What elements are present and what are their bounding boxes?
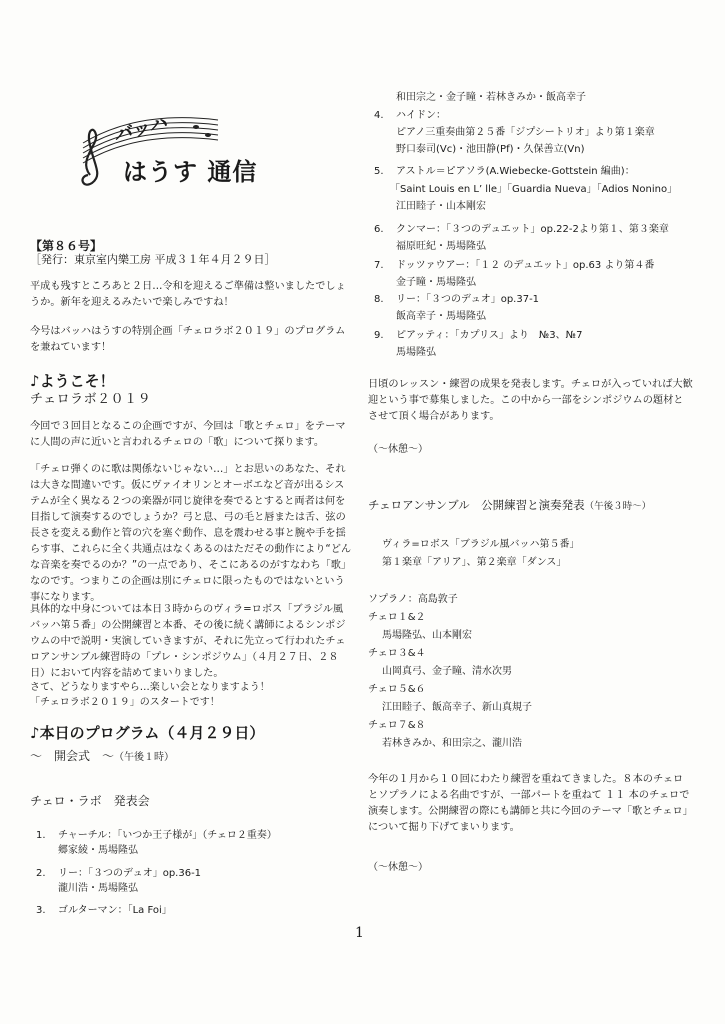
page-number: 1 xyxy=(355,925,364,941)
program-item-title: クンマー：「３つのデュエット」op.22-2より第１、第３楽章 xyxy=(396,224,669,235)
paragraph-theme: 今回で３回目となるこの企画ですが、今回は「歌とチェロ」をテーマに人間の声に近いと言われるチェロの「歌」について探ります。 xyxy=(30,421,346,448)
program-item-players: 飯高幸子・馬場隆弘 xyxy=(396,311,486,322)
part-label: チェロ１&２ xyxy=(368,612,426,623)
program-item-title: リー：「３つのデュオ」op.36-1 xyxy=(58,868,202,879)
intermission-2: （〜休憩〜） xyxy=(368,862,428,873)
program-item-8 xyxy=(374,292,539,324)
paragraph-details: 具体的な中身については本日３時からのヴィラ=ロボス「ブラジル風バッハ第５番」の公開練習と本番、その後に続く講師によるシンポジウムの中で説明・実演していきますが、それに先立って行われたチェロアンサンブル練習時の「プレ・シンポジウム」（４月２７日、２８日）において内容を詰めてまいりました。 xyxy=(30,604,346,679)
part-players: 山岡真弓、金子瞳、清水次男 xyxy=(382,666,512,677)
program-item-7 xyxy=(374,258,654,290)
program-item-title: ドッツァウアー：「１２ のデュエット」op.63 より第４番 xyxy=(396,260,655,271)
program-item-3 xyxy=(36,903,172,918)
intro-paragraph-2: 今号はバッハはうすの特別企画「チェロラボ２０１９」のプログラムを兼ねています！ xyxy=(30,326,346,353)
program-item-1 xyxy=(36,828,277,858)
recital-note: 日頃のレッスン・練習の成果を発表します。チェロが入っていれば大歓迎という事で募集しました。この中から一部をシンポジウムの題材とさせて頂く場合があります。 xyxy=(368,379,693,422)
intermission-1: （〜休憩〜） xyxy=(368,444,428,455)
program-item-5 xyxy=(374,164,677,214)
program-item-2 xyxy=(36,866,201,896)
program-item-players: 福原旺紀・馬場隆弘 xyxy=(396,241,486,252)
ensemble-piece: ヴィラ=ロボス「ブラジル風バッハ第５番」 xyxy=(382,539,580,550)
program-item-title: アストル＝ピアソラ(A.Wiebecke-Gottstein 編曲)： xyxy=(396,166,635,177)
program-item-title: ゴルターマン：「La Foi」 xyxy=(58,905,172,916)
program-item-number: 5. xyxy=(374,166,384,177)
program-item-detail: ピアノ三重奏曲第２５番「ジプシートリオ」より第１楽章 xyxy=(396,127,655,138)
program-item-number: 9. xyxy=(374,330,384,341)
program-item-number: 8. xyxy=(374,294,384,305)
newsletter-logo xyxy=(68,105,258,195)
program-item-number: 3. xyxy=(36,905,46,916)
program-item-4 xyxy=(374,108,655,157)
welcome-heading: ♪ようこそ！ xyxy=(30,372,115,390)
program-heading: ♪本日のプログラム（４月２９日） xyxy=(30,724,265,742)
closing-line-2: 「チェロラボ２０１９」のスタートです！ xyxy=(30,697,220,708)
part-label: チェロ７&８ xyxy=(368,720,426,731)
part-players: 江田睦子、飯高幸子、新山真規子 xyxy=(382,702,532,713)
welcome-subheading: チェロラボ２０１９ xyxy=(30,392,152,407)
program-item-title: チャーチル：「いつか王子様が」（チェロ２重奏） xyxy=(58,830,277,841)
program-item-players: 瀧川浩・馬場隆弘 xyxy=(58,883,138,894)
newsletter-title: はうす 通信 xyxy=(123,158,258,186)
program-item-number: 2. xyxy=(36,868,46,879)
program-item-players: 金子瞳・馬場隆弘 xyxy=(396,277,476,288)
program-item-players: 馬場隆弘 xyxy=(396,347,436,358)
ensemble-time: （午後３時〜） xyxy=(584,501,652,512)
logo-top-text: バッハ xyxy=(111,112,170,147)
program-item-9 xyxy=(374,328,582,360)
program-item-number: 6. xyxy=(374,224,384,235)
program-item-players: 野口泰司(Vc)・池田静(Pf)・久保善立(Vn) xyxy=(396,144,585,155)
program-item-number: 1. xyxy=(36,830,46,841)
program-item-number: 4. xyxy=(374,110,384,121)
closing-line-1: さて、どうなりますやら…楽しい会となりますよう！ xyxy=(30,682,270,693)
opening-ceremony-time: （午後１時） xyxy=(114,752,175,763)
part-players: 馬場隆弘、山本剛宏 xyxy=(382,630,472,641)
ensemble-movements: 第１楽章「アリア」、第２楽章「ダンス」 xyxy=(382,557,567,568)
item-3-players: 和田宗之・金子瞳・若林きみか・飯高幸子 xyxy=(396,92,586,103)
program-item-6 xyxy=(374,222,669,254)
program-item-title: ピアッティ：「カプリス」より №3、№7 xyxy=(396,330,583,341)
ensemble-title: チェロアンサンブル 公開練習と演奏発表 xyxy=(368,498,585,512)
program-item-players: 江田睦子・山本剛宏 xyxy=(396,201,486,212)
cello-part-5-6 xyxy=(368,682,532,715)
program-item-detail: 「Saint Louis en L’ lle」「Guardia Nueva」「Adios Nonino」 xyxy=(390,184,678,195)
issue-number: 【第８６号】 xyxy=(30,239,103,253)
opening-ceremony xyxy=(30,747,174,764)
cello-lab-heading: チェロ・ラボ 発表会 xyxy=(30,794,150,808)
part-players: 若林きみか、和田宗之、瀧川浩 xyxy=(382,738,522,749)
cello-part-1-2 xyxy=(368,610,472,643)
program-item-players: 郷家綾・馬場隆弘 xyxy=(58,845,138,856)
program-item-title: リー：「３つのデュオ」op.37-1 xyxy=(396,294,540,305)
part-label: チェロ３&４ xyxy=(368,648,426,659)
opening-ceremony-label: 〜 開会式 〜 xyxy=(30,749,115,763)
part-label: チェロ５&６ xyxy=(368,684,426,695)
publisher-line: ［発行：東京室内樂工房 平成３１年４月２９日］ xyxy=(30,253,276,266)
intro-paragraph-1: 平成も残すところあと２日…令和を迎えるご準備は整いましたでしょうか。新年を迎えるみたいで楽しみですね！ xyxy=(30,281,346,308)
program-item-number: 7. xyxy=(374,260,384,271)
ensemble-heading xyxy=(368,497,651,513)
cello-part-3-4 xyxy=(368,646,512,679)
cello-part-7-8 xyxy=(368,718,522,751)
ensemble-note: 今年の１月から１０回にわたり練習を重ねてきました。８本のチェロとソプラノによる名曲ですが、一部パートを重ねて １１ 本のチェロで演奏します。公開練習の際にも講師と共に今回のテーマ「歌とチェロ」について掘り下げてまいります。 xyxy=(368,774,693,833)
program-item-title: ハイドン： xyxy=(396,110,446,121)
soprano-line: ソプラノ：高島敦子 xyxy=(368,594,458,605)
paragraph-song: 「チェロ弾くのに歌は関係ないじゃない…」とお思いのあなた、それは大きな間違いです。仮にヴァイオリンとオーボエなど音が出るシステムが全く異なる２つの楽器が同じ旋律を奏でるとすると両者は何を目指して演奏するのでしょうか？弓と息、弓の毛と唇または舌、弦の長さを変える動作と管の穴を塞ぐ動作、息を震わせる事と腕や手を揺らす事、これらに全く共通点はなくあるのはただその動作により“どんな音楽を奏でるのか？”の一点であり、そこにあるのがすなわち「歌」なのです。つまりこの企画は別にチェロに限ったものではないという事になります。 xyxy=(30,464,352,603)
